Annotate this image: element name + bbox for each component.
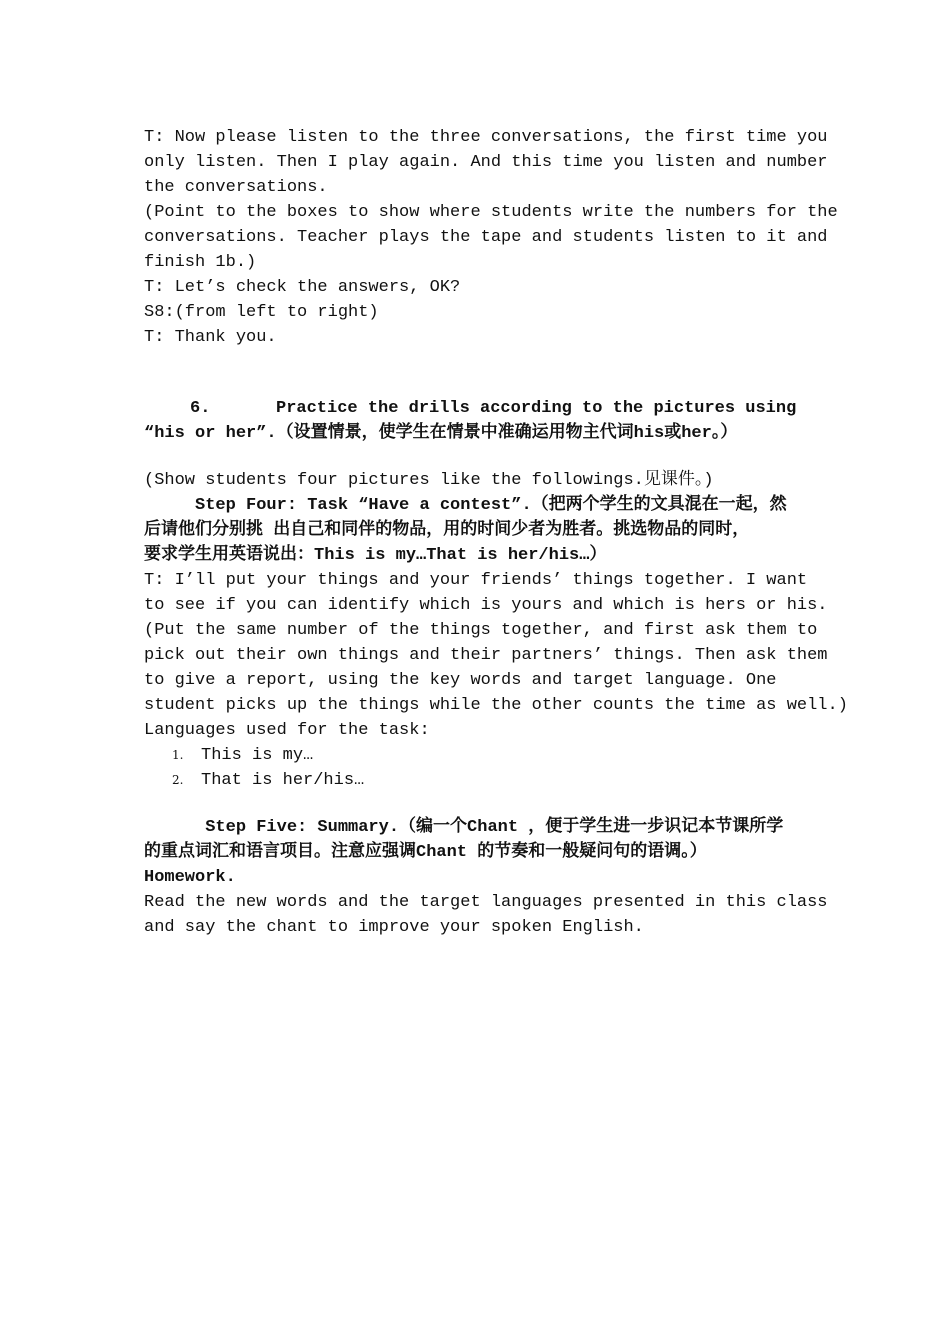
list-text: This is my… [201,746,314,765]
text-line: pick out their own things and their partners’ things. Then ask them [144,646,828,665]
section-title-cont: “his or her”.（设置情景，使学生在情景中准确运用物主代词his或her。） [144,424,738,443]
text-line: T: Thank you. [144,328,277,347]
text-line: Read the new words and the target languages presented in this class [144,893,828,912]
step-four-heading [144,493,809,568]
list-number: 2. [172,773,184,787]
spacer [144,793,809,815]
list-item [144,743,809,768]
step-four-line: 要求学生用英语说出：This is my…That is her/his…） [144,546,607,565]
spacer [144,350,809,396]
list-number: 1. [172,748,184,762]
homework-title: Homework. [144,868,236,887]
homework-section [144,865,828,940]
text-line: T: Let’s check the answers, OK? [144,278,461,297]
text-line: conversations. Teacher plays the tape and students listen to it and [144,228,828,247]
text-line: the conversations. [144,178,328,197]
text-line: only listen. Then I play again. And this time you listen and number [144,153,828,172]
listening-dialogue [144,125,838,350]
text-line: student picks up the things while the other counts the time as well.) [144,696,848,715]
text-line: T: Now please listen to the three conversations, the first time you [144,128,828,147]
list-item [144,768,809,793]
step-four-line: 后请他们分别挑 出自己和同伴的物品，用的时间少者为胜者。挑选物品的同时， [144,521,750,540]
step-five-heading [144,815,809,865]
task-instructions [144,568,848,743]
text-line: to give a report, using the key words and target language. One [144,671,777,690]
section-title: Practice the drills according to the pictures using [276,399,797,418]
section-number: 6. [190,399,211,418]
text-line: Languages used for the task: [144,721,430,740]
text-line: T: I’ll put your things and your friends’ things together. I want [144,571,808,590]
text-line: to see if you can identify which is yours and which is hers or his. [144,596,828,615]
text-line: (Point to the boxes to show where students write the numbers for the [144,203,838,222]
step-five-line: 的重点词汇和语言项目。注意应强调Chant 的节奏和一般疑问句的语调。） [144,843,707,862]
list-text: That is her/his… [201,771,365,790]
spacer [144,446,809,468]
text-line: (Put the same number of the things together, and first ask them to [144,621,818,640]
text-line: S8:(from left to right) [144,303,379,322]
section-6-heading [144,396,809,446]
text-line: and say the chant to improve your spoken English. [144,918,644,937]
step-four-line: Step Four: Task “Have a contest”.（把两个学生的文具混在一起，然 [144,496,787,515]
language-list [144,743,809,793]
text-line: finish 1b.) [144,253,257,272]
step-five-line: Step Five: Summary.（编一个Chant ，便于学生进一步识记本节课所学 [144,818,784,837]
document-page [144,125,848,940]
show-note: (Show students four pictures like the followings.见课件。) [144,471,714,490]
